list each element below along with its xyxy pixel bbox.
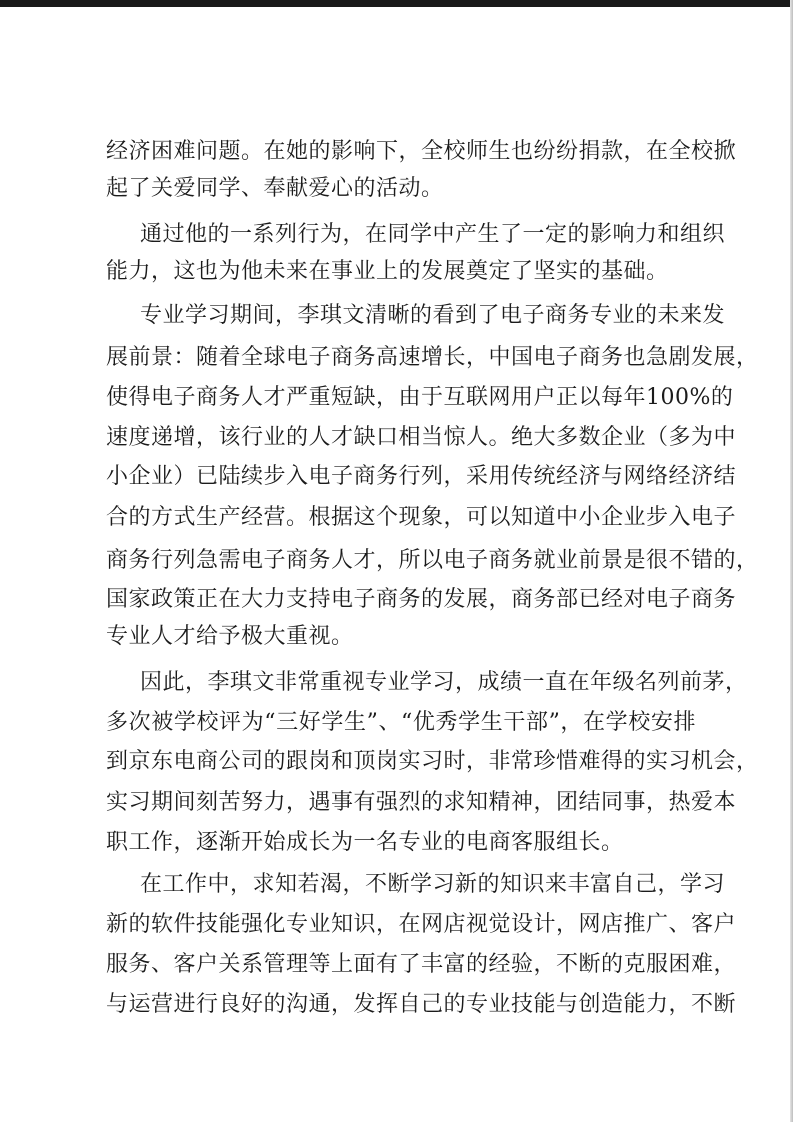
text-line: 职工作，逐渐开始成长为一名专业的电商客服组长。 <box>106 830 624 855</box>
text-line: 实习期间刻苦努力，遇事有强烈的求知精神，团结同事，热爱本 <box>106 790 737 815</box>
text-line: 服务、客户关系管理等上面有了丰富的经验，不断的克服困难， <box>106 952 737 977</box>
text-line: 合的方式生产经营。根据这个现象，可以知道中小企业步入电子 <box>106 505 737 530</box>
text-line: 起了关爱同学、奉献爱心的活动。 <box>106 176 444 201</box>
text-line: 专业人才给予极大重视。 <box>106 624 354 649</box>
text-line: 小企业）已陆续步入电子商务行列，采用传统经济与网络经济结 <box>106 464 737 489</box>
text-line: 到京东电商公司的跟岗和顶岗实习时，非常珍惜难得的实习机会， <box>106 749 759 774</box>
text-line: 专业学习期间，李琪文清晰的看到了电子商务专业的未来发 <box>140 303 726 328</box>
text-line: 在工作中，求知若渴，不断学习新的知识来丰富自己，学习 <box>140 872 726 897</box>
text-line: 速度递增，该行业的人才缺口相当惊人。绝大多数企业（多为中 <box>106 425 737 450</box>
text-line: 展前景：随着全球电子商务高速增长，中国电子商务也急剧发展， <box>106 345 759 370</box>
text-line: 因此，李琪文非常重视专业学习，成绩一直在年级名列前茅， <box>140 670 748 695</box>
text-line: 使得电子商务人才严重短缺，由于互联网用户正以每年100%的 <box>106 385 734 410</box>
text-line: 与运营进行良好的沟通，发挥自己的专业技能与创造能力，不断 <box>106 992 737 1017</box>
text-line: 通过他的一系列行为，在同学中产生了一定的影响力和组织 <box>140 222 726 247</box>
text-line: 能力，这也为他未来在事业上的发展奠定了坚实的基础。 <box>106 259 669 284</box>
text-line: 多次被学校评为“三好学生”、“优秀学生干部”，在学校安排 <box>106 710 696 735</box>
text-line: 国家政策正在大力支持电子商务的发展，商务部已经对电子商务 <box>106 587 737 612</box>
text-line: 新的软件技能强化专业知识，在网店视觉设计，网店推广、客户 <box>106 912 737 937</box>
text-line: 商务行列急需电子商务人才，所以电子商务就业前景是很不错的， <box>106 548 759 573</box>
text-line: 经济困难问题。在她的影响下，全校师生也纷纷捐款，在全校掀 <box>106 139 737 164</box>
